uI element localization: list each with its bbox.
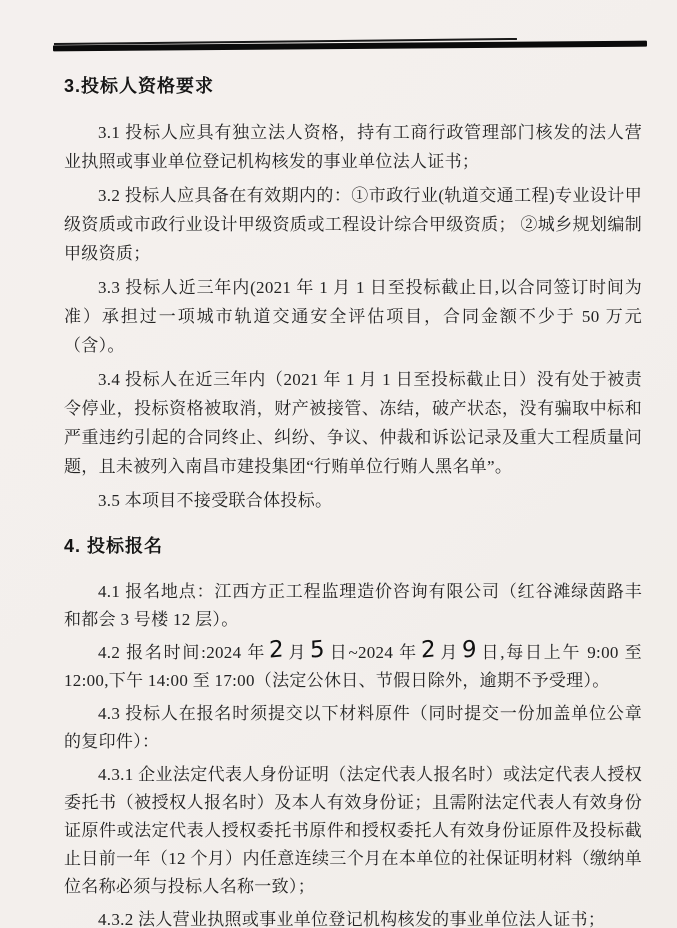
text-run: 3.1 投标人应具有独立法人资格，持有工商行政管理部门核发的法人营业执照或事业单位登记机构核发的事业单位法人证书； — [64, 123, 642, 171]
text-run: 3.4 投标人在近三年内（2021 年 1 月 1 日至投标截止日）没有处于被责令停业，投标资格被取消，财产被接管、冻结，破产状态，没有骗取中标和严重违约引起的合同终止、纠纷、争议、仲裁和诉讼记录及重大工程质量问题，且未被列入南昌市建投集团“行贿单位行贿人黑名单”。 — [64, 370, 642, 476]
text-run: 4.2 报名时间:2024 年 — [98, 643, 267, 662]
section-heading-section-3: 3.投标人资格要求 — [64, 76, 215, 96]
text-run: 日~2024 年 — [328, 643, 418, 662]
handwritten-date-digit: 2 — [268, 636, 285, 664]
paragraph-section-3-2 — [64, 273, 642, 360]
paragraph-section-3-3 — [64, 365, 642, 481]
text-run: 4.1 报名地点：江西方正工程监理造价咨询有限公司（红谷滩绿茵路丰和都会 3 号楼 12 层）。 — [64, 582, 642, 629]
document-content — [64, 72, 642, 928]
paragraph-section-4-4 — [64, 906, 642, 928]
text-run: 3.5 本项目不接受联合体投标。 — [98, 491, 333, 510]
text-run: 日,每日上午 9:00 至 12:00,下午 14:00 至 17:00（法定公休日、节假日除外，逾期不予受理）。 — [64, 643, 642, 690]
text-run: 3.3 投标人近三年内(2021 年 1 月 1 日至投标截止日,以合同签订时间为准）承担过一项城市轨道交通安全评估项目，合同金额不少于 50 万元（含）。 — [64, 278, 642, 355]
handwritten-date-digit: 2 — [420, 636, 437, 664]
text-run: 4.3 投标人在报名时须提交以下材料原件（同时提交一份加盖单位公章的复印件）： — [64, 704, 642, 751]
handwritten-date-digit: 9 — [461, 636, 478, 664]
text-run: 月 — [438, 643, 460, 662]
paragraph-section-4-1 — [64, 636, 642, 695]
paragraph-section-4-2 — [64, 700, 642, 756]
section-body-section-3 — [64, 118, 642, 515]
paragraph-section-3-1 — [64, 181, 642, 268]
paragraph-section-3-0 — [64, 118, 642, 176]
text-run: 4.3.1 企业法定代表人身份证明（法定代表人报名时）或法定代表人授权委托书（被授权人报名时）及本人有效身份证；且需附法定代表人有效身份证原件或法定代表人授权委托书原件和授权委托人有效身份证原件及投标截止日前一年（12 个月）内任意连续三个月在本单位的社保证明材料（缴纳单位名称必须与投标人名称一致）； — [64, 765, 642, 896]
text-run: 月 — [287, 643, 308, 662]
section-heading-section-4: 4. 投标报名 — [64, 536, 164, 556]
text-run: 4.3.2 法人营业执照或事业单位登记机构核发的事业单位法人证书； — [98, 910, 606, 928]
paragraph-section-4-3 — [64, 761, 642, 901]
paragraph-section-3-4 — [64, 486, 642, 515]
text-run: 3.2 投标人应具备在有效期内的：①市政行业(轨道交通工程)专业设计甲级资质或市政行业设计甲级资质或工程设计综合甲级资质； ②城乡规划编制甲级资质； — [64, 186, 642, 263]
page-top-rule — [53, 41, 647, 52]
handwritten-date-digit: 5 — [310, 636, 326, 664]
paragraph-section-4-0 — [64, 578, 642, 634]
section-body-section-4 — [64, 578, 642, 928]
